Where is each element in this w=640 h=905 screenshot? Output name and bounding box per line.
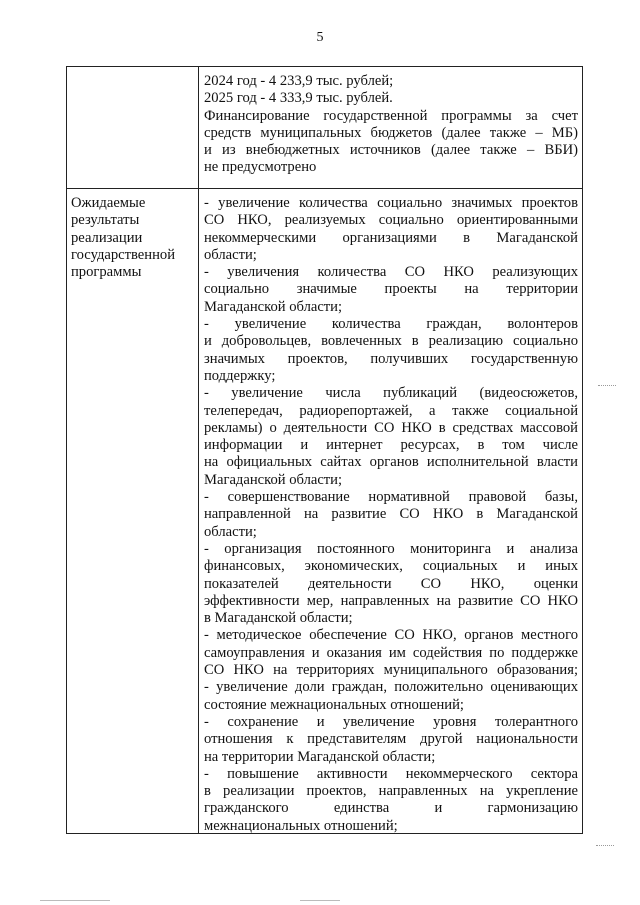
financing-row [67, 67, 582, 189]
text-line: информации и интернет ресурсах, в том числе [204, 437, 578, 454]
text-line: - увеличение количества социально значимых проектов [204, 195, 578, 211]
text-line: СО НКО на территориях муниципального образования; [204, 662, 578, 679]
text-line: Магаданской области; [204, 298, 343, 315]
text-line: Финансирование государственной программы за счет [204, 107, 578, 124]
text-line: социально значимые проекты на территории [204, 281, 578, 298]
text-line: межнациональных отношений; [204, 817, 398, 834]
text-line: показателей деятельности СО НКО, оценки [204, 575, 578, 592]
text-line: направленной на развитие СО НКО в Магаданской [204, 506, 578, 523]
text-line: телепередач, радиорепортажей, а также социальной [204, 402, 578, 419]
scan-mark [598, 385, 616, 386]
text-line: - увеличение количества граждан, волонтеров [204, 316, 578, 333]
text-line: - увеличение доли граждан, положительно оценивающих [204, 679, 578, 696]
label-line: результаты [71, 212, 140, 229]
expected-results-row [67, 189, 582, 833]
text-line: - увеличение числа публикаций (видеосюжетов, [204, 385, 578, 402]
text-line: - методическое обеспечение СО НКО, органов местного [204, 627, 578, 644]
text-line: в реализации проектов, направленных на укрепление [204, 783, 578, 800]
text-line: не предусмотрено [204, 159, 317, 176]
text-line: 2024 год - 4 233,9 тыс. рублей; [204, 73, 394, 89]
text-line: некоммерческими организациями в Магаданской [204, 229, 578, 246]
text-line: - повышение активности некоммерческого сектора [204, 765, 578, 782]
text-line: Магаданской области; [204, 471, 343, 488]
text-line: и добровольцев, вовлеченных в реализацию социально [204, 333, 578, 350]
financing-text-cell [204, 73, 578, 177]
text-line: области; [204, 246, 257, 263]
text-line: самоуправления и оказания им содействия по поддержке [204, 644, 578, 661]
text-line: эффективности мер, направленных на развитие СО НКО [204, 592, 578, 609]
label-line: программы [71, 264, 142, 281]
expected-results-label [71, 195, 195, 281]
text-line: - увеличения количества СО НКО реализующих [204, 264, 578, 281]
text-line: и из внебюджетных источников (далее также – ВБИ) [204, 142, 578, 159]
scan-mark [300, 900, 340, 901]
text-line: значимых проектов, получивших государственную [204, 350, 578, 367]
text-line: финансовых, экономических, социальных и иных [204, 558, 578, 575]
program-passport-table [66, 66, 583, 834]
text-line: СО НКО, реализуемых социально ориентированными [204, 212, 578, 229]
text-line: отношения к представителям другой национальности [204, 731, 578, 748]
scan-mark [40, 900, 110, 901]
text-line: - совершенствование нормативной правовой базы, [204, 489, 578, 506]
page-number: 5 [316, 30, 324, 45]
label-line: Ожидаемые [71, 195, 146, 211]
column-divider [198, 189, 199, 833]
label-line: государственной [71, 246, 176, 263]
text-line: средств муниципальных бюджетов (далее также – МБ) [204, 124, 578, 141]
label-line: реализации [71, 229, 143, 246]
text-line: - сохранение и увеличение уровня толерантного [204, 713, 578, 730]
text-line: гражданского единства и гармонизацию [204, 800, 578, 817]
text-line: рекламы) о деятельности СО НКО в средствах массовой [204, 419, 578, 436]
text-line: на официальных сайтах органов исполнительной власти [204, 454, 578, 471]
column-divider [198, 67, 199, 188]
text-line: 2025 год - 4 333,9 тыс. рублей. [204, 90, 393, 107]
text-line: области; [204, 523, 257, 540]
text-line: поддержку; [204, 367, 276, 384]
scan-mark [596, 845, 614, 846]
text-line: в Магаданской области; [204, 610, 353, 627]
text-line: - организация постоянного мониторинга и анализа [204, 540, 578, 557]
text-line: на территории Магаданской области; [204, 748, 436, 765]
text-line: состояние межнациональных отношений; [204, 696, 464, 713]
expected-results-text-cell [204, 195, 578, 835]
